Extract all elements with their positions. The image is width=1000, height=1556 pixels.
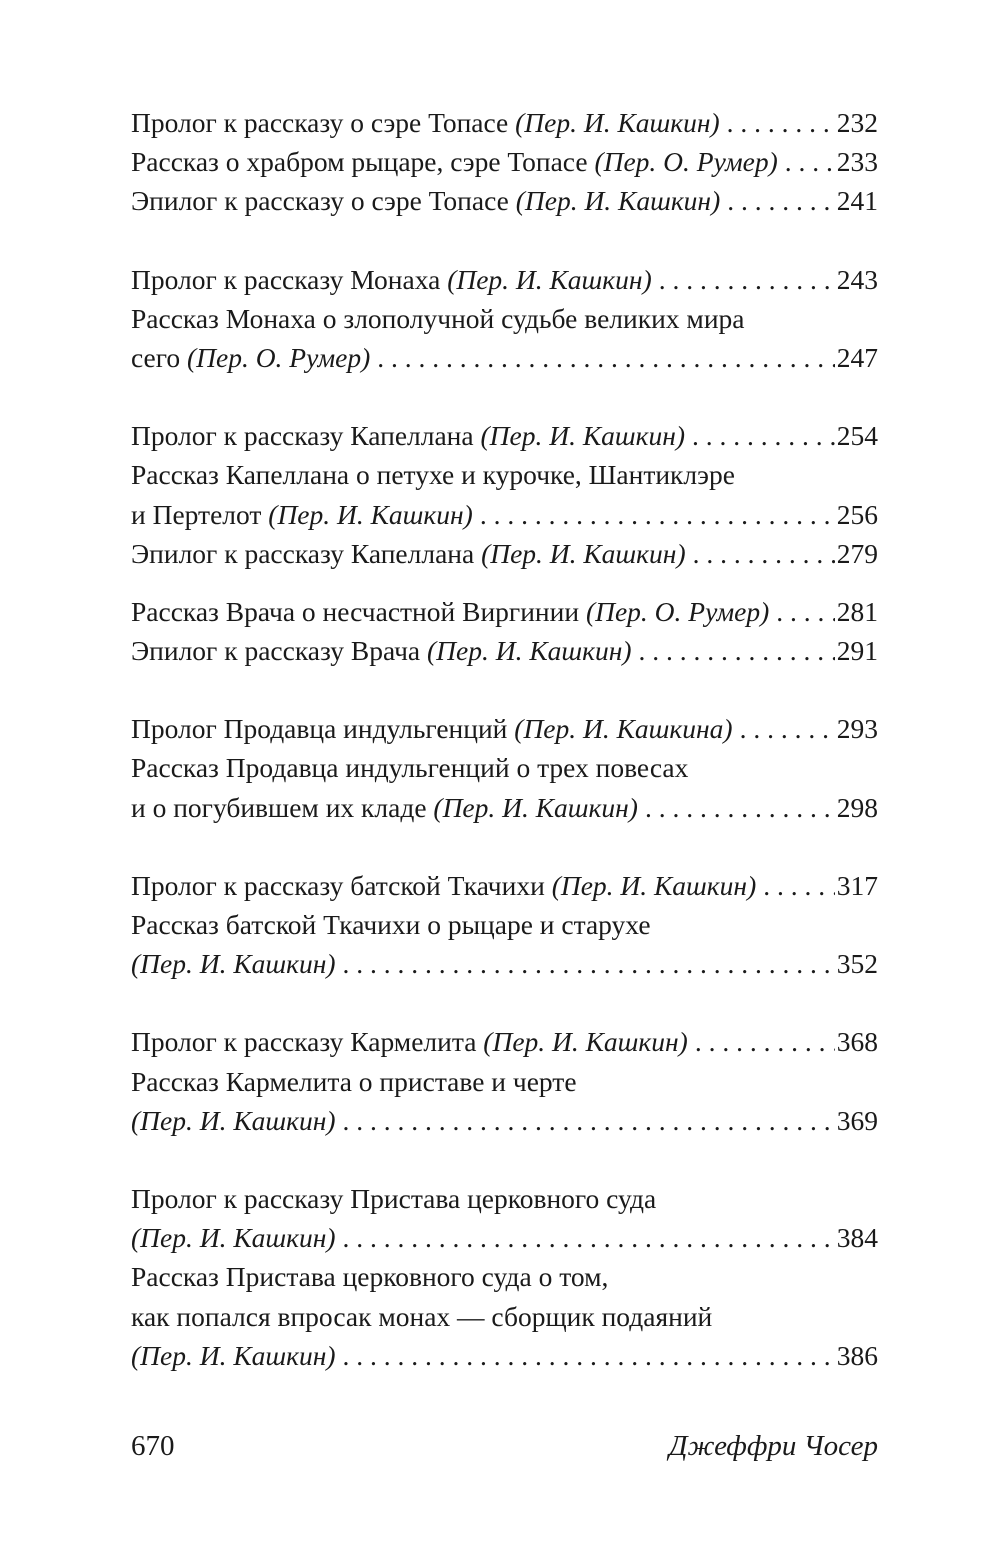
entry-title [131,909,651,940]
toc-entry [131,1336,878,1375]
entry-translator: (Пер. И. Кашкин) [427,635,632,667]
entry-translator: (Пер. И. Кашкин) [515,185,721,217]
entry-page-number: 281 [836,595,878,627]
entry-title-text: Эпилог к рассказу Капеллана [131,537,482,569]
entry-translator: (Пер. И. Кашкин) [483,1026,688,1058]
entry-title [131,1066,577,1097]
toc-entry-continuation [131,299,878,338]
page-number: 670 [131,1430,175,1462]
entry-title-text: сего [131,341,187,373]
toc-entry [131,534,878,573]
entry-title [131,1101,336,1140]
toc-entry [131,260,878,299]
dot-leader [639,631,835,670]
entry-translator: (Пер. И. Кашкин) [268,498,473,530]
entry-translator: (Пер. И. Кашкин) [131,1222,336,1254]
entry-page-number: 352 [836,948,878,980]
entry-title-text: Рассказ Продавца индульгенций о трех повесах [131,752,689,784]
entry-title [131,103,720,142]
entry-title-text: Пролог Продавца индульгенций [131,713,515,745]
entry-title [131,631,632,670]
dot-leader [343,1101,835,1140]
entry-translator: (Пер. И. Кашкин) [131,1104,336,1136]
entry-page-number: 256 [836,498,878,530]
entry-title [131,944,336,983]
entry-page-number: 254 [836,420,878,452]
toc-group [131,416,878,573]
running-author: Джеффри Чосер [669,1430,878,1462]
entry-translator: (Пер. И. Кашкин) [131,1339,336,1371]
entry-translator: (Пер. И. Кашкин) [551,869,757,901]
entry-title [131,1301,712,1332]
entry-page-number: 241 [836,185,878,217]
entry-title [131,495,473,534]
toc-entry [131,338,878,377]
entry-title-text: Эпилог к рассказу о сэре Топасе [131,185,516,217]
entry-title-text: Пролог к рассказу Монаха [131,263,448,295]
toc-entry [131,495,878,534]
entry-title [131,1218,336,1257]
dot-leader [343,1218,835,1257]
entry-translator: (Пер. О. Румер) [594,146,778,178]
entry-translator: (Пер. О. Румер) [585,595,770,627]
entry-translator: (Пер. И. Кашкин) [131,948,336,980]
toc-group [131,592,878,670]
toc-group [131,260,878,378]
dot-leader [480,495,835,534]
toc-group [131,709,878,827]
entry-title-text: Пролог к рассказу Пристава церковного суда [131,1182,657,1214]
entry-title [131,866,756,905]
entry-translator: (Пер. И. Кашкин) [433,791,638,823]
entry-translator: (Пер. И. Кашкин) [480,420,686,452]
toc-entry [131,416,878,455]
entry-title [131,459,735,490]
entry-translator: (Пер. О. Румер) [186,341,371,373]
dot-leader [776,592,834,631]
entry-page-number: 243 [836,263,878,295]
entry-page-number: 369 [836,1104,878,1136]
entry-title-text: Пролог к рассказу о сэре Топасе [131,107,516,138]
toc-entry-continuation [131,905,878,944]
entry-title [131,1183,656,1214]
entry-page-number: 291 [836,635,878,667]
entry-title-text: и о погубившем их кладе [131,791,434,823]
toc-entry-continuation [131,748,878,787]
entry-title-text: Рассказ Пристава церковного суда о том, [131,1261,609,1293]
table-of-contents [131,103,878,1414]
entry-title-text: Рассказ Капеллана о петухе и курочке, Шантиклэре [131,459,735,491]
entry-translator: (Пер. И. Кашкин) [447,263,652,295]
toc-entry [131,142,878,181]
entry-page-number: 368 [836,1026,878,1058]
toc-entry [131,181,878,220]
entry-page-number: 384 [836,1222,878,1254]
dot-leader [763,866,835,905]
entry-title-text: Рассказ батской Ткачихи о рыцаре и старухе [131,909,651,940]
dot-leader [692,416,835,455]
entry-translator: (Пер. И. Кашкин) [481,537,686,569]
entry-title-text: Пролог к рассказу Кармелита [131,1026,484,1058]
entry-page-number: 298 [836,791,878,823]
toc-group [131,866,878,984]
entry-title [131,709,733,748]
entry-title-text: Пролог к рассказу Капеллана [131,420,481,452]
entry-page-number: 247 [836,341,878,373]
entry-page-number: 233 [836,146,878,178]
entry-title-text: Рассказ Монаха о злополучной судьбе великих мира [131,302,745,334]
entry-title [131,181,720,220]
dot-leader [785,142,835,181]
toc-entry [131,709,878,748]
dot-leader [659,260,835,299]
entry-title [131,142,778,181]
entry-page-number: 293 [836,713,878,745]
toc-entry [131,1022,878,1061]
entry-title [131,416,685,455]
entry-title-text: Рассказ о храбром рыцаре, сэре Топасе [131,146,595,178]
entry-title [131,592,769,631]
entry-title [131,752,688,783]
entry-page-number: 317 [836,869,878,901]
toc-group [131,1022,878,1140]
entry-title-text: Рассказ Врача о несчастной Виргинии [131,595,586,627]
toc-entry-continuation [131,1297,878,1336]
entry-title [131,303,745,334]
toc-entry [131,1218,878,1257]
toc-entry-continuation [131,1179,878,1218]
dot-leader [343,1336,835,1375]
entry-title-text: Эпилог к рассказу Врача [131,635,427,667]
entry-title-text: как попался впросак монах — сборщик подаяний [131,1300,713,1332]
toc-entry [131,592,878,631]
toc-entry [131,631,878,670]
entry-title [131,1022,688,1061]
toc-entry [131,866,878,905]
entry-title-text: и Пертелот [131,498,269,530]
toc-entry [131,1101,878,1140]
toc-group [131,1179,878,1375]
dot-leader [693,534,835,573]
dot-leader [727,181,835,220]
entry-translator: (Пер. И. Кашкина) [514,713,733,745]
entry-title [131,1261,608,1292]
toc-entry-continuation [131,1257,878,1296]
toc-entry [131,788,878,827]
page-footer [131,1426,878,1466]
entry-title [131,534,686,573]
toc-entry-continuation [131,1062,878,1101]
entry-translator: (Пер. И. Кашкин) [515,107,720,138]
entry-title [131,260,652,299]
toc-entry [131,103,878,142]
entry-title [131,788,638,827]
entry-title [131,338,370,377]
dot-leader [695,1022,835,1061]
toc-entry-continuation [131,455,878,494]
dot-leader [377,338,834,377]
entry-title-text: Рассказ Кармелита о приставе и черте [131,1065,577,1097]
dot-leader [645,788,835,827]
dot-leader [343,944,835,983]
entry-page-number: 279 [836,537,878,569]
dot-leader [727,103,835,142]
entry-title-text: Пролог к рассказу батской Ткачихи [131,869,552,901]
entry-page-number: 386 [836,1339,878,1371]
toc-group [131,103,878,221]
toc-entry [131,944,878,983]
entry-page-number: 232 [836,107,878,138]
dot-leader [740,709,835,748]
entry-title [131,1336,336,1375]
